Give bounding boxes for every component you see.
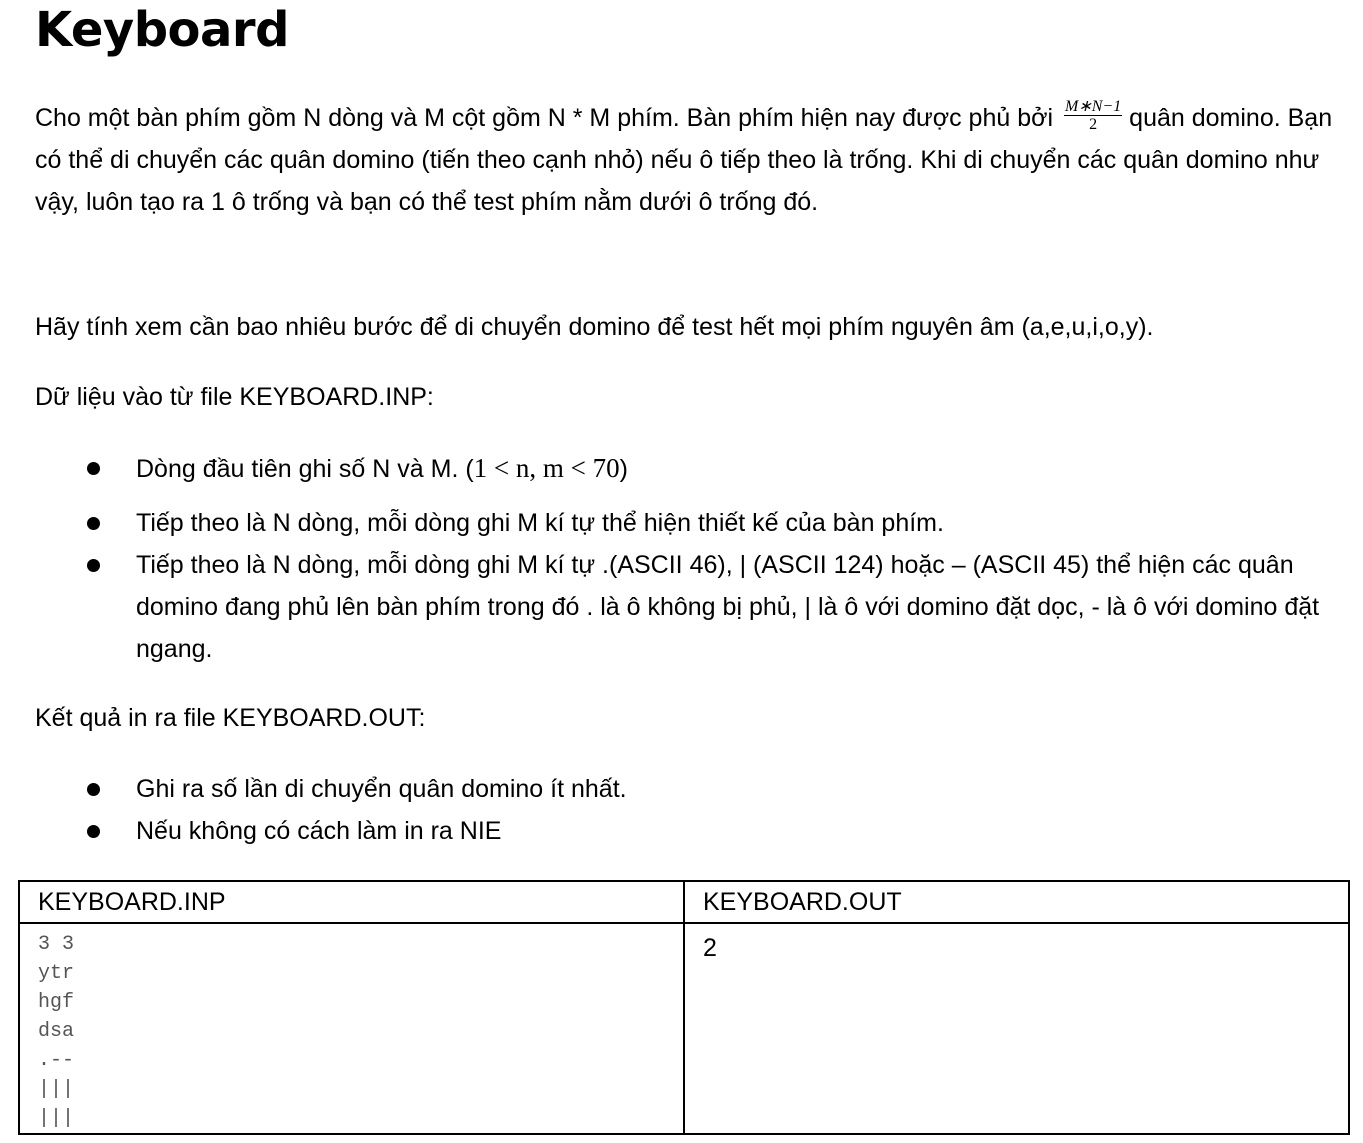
list-item: Tiếp theo là N dòng, mỗi dòng ghi M kí tự thể hiện thiết kế của bàn phím. (35, 502, 1335, 544)
output-list (35, 768, 1335, 852)
sample-input-line: ||| (38, 1107, 75, 1130)
bullet-icon (87, 517, 100, 530)
sample-input-line: .-- (38, 1049, 75, 1072)
description-text-after: quân domino. Bạn có thể di chuyển các quân domino (tiến theo cạnh nhỏ) nếu ô tiếp theo là trống. Khi di chuyển các quân domino như vậy, luôn tạo ra 1 ô trống và bạn có thể test phím nằm dưới ô trống đó. (35, 104, 1333, 216)
description-text-before: Cho một bàn phím gồm N dòng và M cột gồm N * M phím. Bàn phím hiện nay được phủ bởi (35, 104, 1061, 132)
output-heading: Kết quả in ra file KEYBOARD.OUT: (35, 704, 426, 732)
list-item: Nếu không có cách làm in ra NIE (35, 810, 1335, 852)
output-column-header: KEYBOARD.OUT (684, 881, 1349, 923)
bullet-icon (87, 559, 100, 572)
list-item: Ghi ra số lần di chuyển quân domino ít nhất. (35, 768, 1335, 810)
fraction-denominator: 2 (1089, 115, 1098, 133)
description-paragraph (35, 97, 1335, 223)
fraction-numerator: M∗N−1 (1065, 97, 1122, 115)
input-list (35, 447, 1335, 670)
sample-input-line: ||| (38, 1078, 75, 1101)
task-paragraph: Hãy tính xem cần bao nhiêu bước để di chuyển domino để test hết mọi phím nguyên âm (a,e,u,i,o,y). (35, 313, 1154, 341)
page-title: Keyboard (35, 2, 289, 58)
sample-output: 2 (703, 934, 717, 962)
sample-input-cell (19, 923, 684, 1134)
list-item: Tiếp theo là N dòng, mỗi dòng ghi M kí tự .(ASCII 46), | (ASCII 124) hoặc – (ASCII 45) thể hiện các quân domino đang phủ lên bàn phím trong đó . là ô không bị phủ, | là ô với domino đặt dọc, - là ô với domino đặt ngang. (35, 544, 1335, 670)
math-constraint: 1 < n, m < 70 (473, 453, 620, 483)
sample-input-line: ytr (38, 962, 75, 985)
input-column-header: KEYBOARD.INP (19, 881, 684, 923)
sample-input-line: dsa (38, 1020, 75, 1043)
sample-input (38, 924, 665, 1133)
sample-input-line: hgf (38, 991, 75, 1014)
bullet-icon (87, 462, 100, 475)
input-heading: Dữ liệu vào từ file KEYBOARD.INP: (35, 383, 434, 411)
fraction-formula (1064, 98, 1122, 133)
list-item: Dòng đầu tiên ghi số N và M. (1 < n, m < 70) (35, 447, 1335, 490)
example-table (18, 880, 1350, 1135)
sample-output-cell (684, 923, 1349, 1134)
bullet-icon (87, 783, 100, 796)
sample-input-line: 3 3 (38, 933, 75, 956)
bullet-icon (87, 825, 100, 838)
